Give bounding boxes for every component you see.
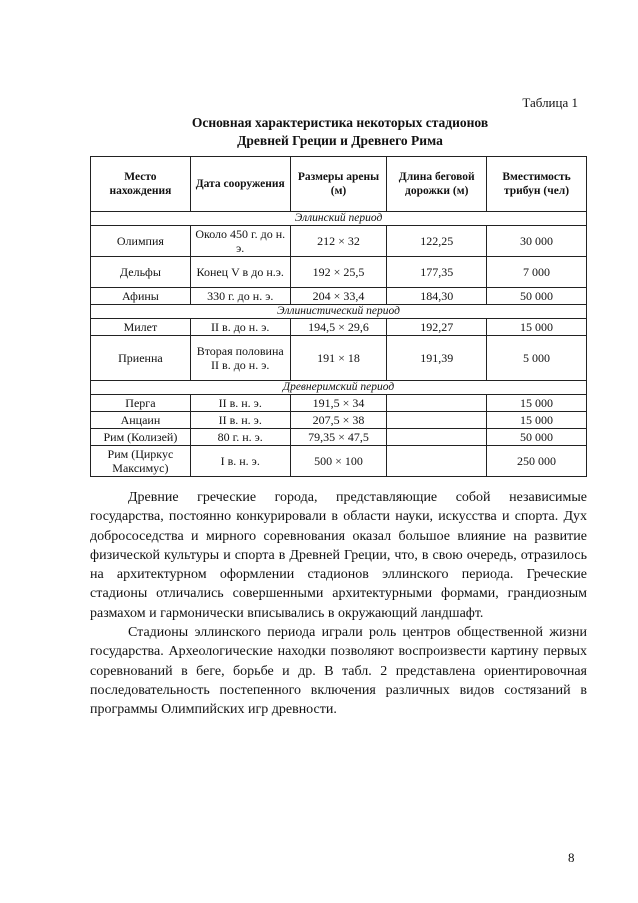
header-capacity: Вместимость трибун (чел)	[487, 157, 587, 212]
table-title-line2: Древней Греции и Древнего Рима	[237, 133, 443, 148]
cell-size: 207,5 × 38	[290, 412, 387, 429]
table-header-row	[91, 157, 587, 212]
cell-track-length: 184,30	[387, 288, 487, 305]
table-row	[91, 395, 587, 412]
cell-track-length: 177,35	[387, 257, 487, 288]
header-track-length: Длина беговой дорожки (м)	[387, 157, 487, 212]
cell-capacity: 15 000	[487, 319, 587, 336]
cell-track-length	[387, 429, 487, 446]
cell-capacity: 15 000	[487, 395, 587, 412]
cell-track-length	[387, 412, 487, 429]
period-label: Эллинистический период	[91, 305, 587, 319]
header-date: Дата сооружения	[190, 157, 290, 212]
cell-track-length: 192,27	[387, 319, 487, 336]
period-row	[91, 305, 587, 319]
period-row	[91, 381, 587, 395]
cell-capacity: 50 000	[487, 429, 587, 446]
table-label: Таблица 1	[522, 95, 578, 110]
table-row	[91, 288, 587, 305]
cell-location: Дельфы	[91, 257, 191, 288]
body-text	[90, 488, 587, 720]
table-row	[91, 226, 587, 257]
table-row	[91, 319, 587, 336]
cell-location: Олимпия	[91, 226, 191, 257]
cell-track-length: 191,39	[387, 336, 487, 381]
table-row	[91, 412, 587, 429]
cell-date: Вторая половина II в. до н. э.	[190, 336, 290, 381]
cell-date: II в. н. э.	[190, 412, 290, 429]
table-row	[91, 257, 587, 288]
cell-location: Приенна	[91, 336, 191, 381]
cell-capacity: 7 000	[487, 257, 587, 288]
period-row	[91, 212, 587, 226]
header-location: Место нахождения	[91, 157, 191, 212]
cell-size: 212 × 32	[290, 226, 387, 257]
cell-location: Милет	[91, 319, 191, 336]
cell-capacity: 250 000	[487, 446, 587, 477]
period-label: Эллинский период	[91, 212, 587, 226]
cell-size: 194,5 × 29,6	[290, 319, 387, 336]
cell-capacity: 50 000	[487, 288, 587, 305]
cell-capacity: 30 000	[487, 226, 587, 257]
table-title-line1: Основная характеристика некоторых стадионов	[191, 115, 489, 130]
period-label: Древнеримский период	[91, 381, 587, 395]
cell-size: 192 × 25,5	[290, 257, 387, 288]
paragraph: Стадионы эллинского периода играли роль центров общественной жизни государства. Археологические находки позволяют воспроизвести картину первых соревнований в беге, борьбе и др. В табл. 2 представлена ориентировочная последовательность постепенного включения различных видов состязаний в программы Олимпийских игр древности.	[90, 625, 587, 718]
table-row	[91, 336, 587, 381]
table-row	[91, 446, 587, 477]
cell-location: Афины	[91, 288, 191, 305]
cell-location: Рим (Колизей)	[91, 429, 191, 446]
cell-size: 191 × 18	[290, 336, 387, 381]
cell-track-length	[387, 446, 487, 477]
header-size: Размеры арены (м)	[290, 157, 387, 212]
cell-capacity: 5 000	[487, 336, 587, 381]
cell-track-length	[387, 395, 487, 412]
cell-date: II в. до н. э.	[190, 319, 290, 336]
cell-date: I в. н. э.	[190, 446, 290, 477]
cell-capacity: 15 000	[487, 412, 587, 429]
cell-track-length: 122,25	[387, 226, 487, 257]
cell-date: Конец V в до н.э.	[190, 257, 290, 288]
cell-location: Перга	[91, 395, 191, 412]
cell-size: 191,5 × 34	[290, 395, 387, 412]
paragraph: Древние греческие города, представляющие собой независимые государства, постоянно конкурировали в области науки, искусства и спорта. Дух добрососедства и мирного соревнования оказал большое влияние на развитие физической культуры и спорта в Древней Греции, что, в свою очередь, отразилось на архитектурном оформлении стадионов эллинского периода. Греческие стадионы отличались совершенными архитектурными формами, грандиозным размахом и гармонически вписывались в окружающий ландшафт.	[90, 490, 587, 621]
cell-date: II в. н. э.	[190, 395, 290, 412]
cell-size: 79,35 × 47,5	[290, 429, 387, 446]
stadium-table	[90, 156, 587, 477]
cell-date: Около 450 г. до н. э.	[190, 226, 290, 257]
cell-location: Рим (Циркус Максимус)	[91, 446, 191, 477]
page-number: 8	[568, 850, 575, 865]
cell-date: 80 г. н. э.	[190, 429, 290, 446]
cell-size: 500 × 100	[290, 446, 387, 477]
cell-date: 330 г. до н. э.	[190, 288, 290, 305]
cell-location: Анцаин	[91, 412, 191, 429]
cell-size: 204 × 33,4	[290, 288, 387, 305]
table-row	[91, 429, 587, 446]
